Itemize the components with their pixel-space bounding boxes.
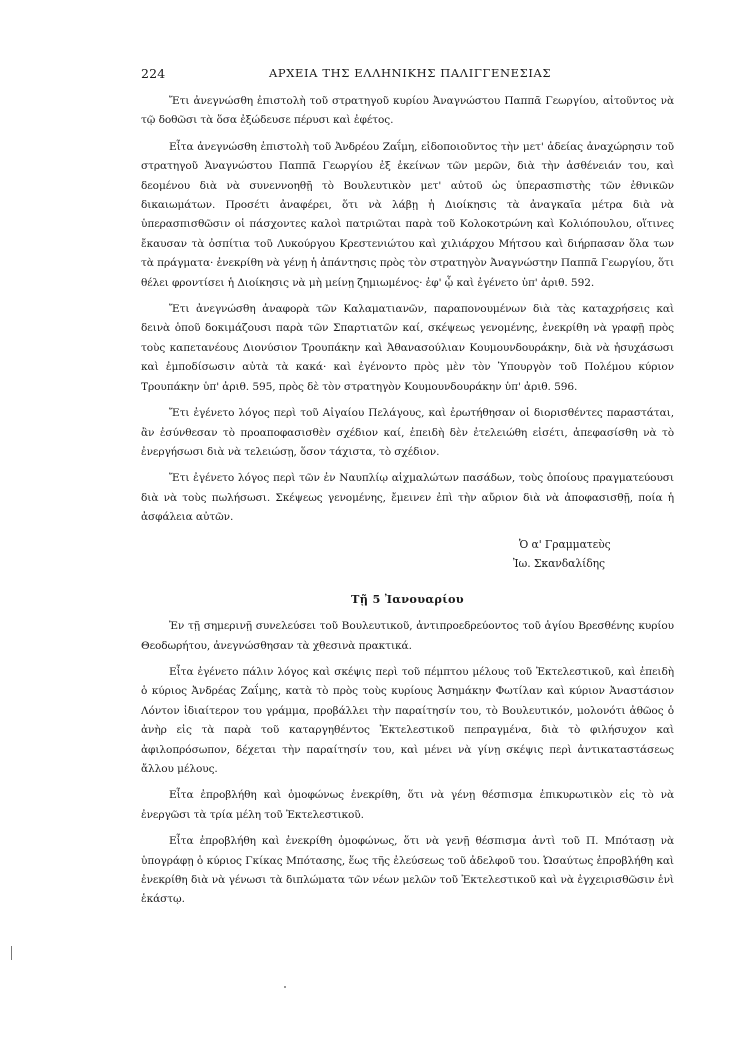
margin-mark <box>11 946 12 960</box>
paragraph: Εἶτα ἐπροβλήθη καὶ ὁμοφώνως ἐνεκρίθη, ὅτι νὰ γένῃ θέσπισμα ἐπικυρωτικὸν εἰς τὸ νὰ ἐνεργῶσι τὰ τρία μέλη τοῦ Ἐκτελεστικοῦ. <box>141 789 674 821</box>
page-header <box>141 66 601 84</box>
paragraph: Ἔτι ἐγένετο λόγος περὶ τῶν ἐν Ναυπλίῳ αἰχμαλώτων πασάδων, τοὺς ὁποίους πραγματεύουσι διὰ νὰ τοὺς πωλήσωσι. Σκέψεως γενομένης, ἔμεινεν ἐπὶ τὴν αὔριον διὰ νὰ ἀποφασισθῇ, ποία ἡ ἀσφάλεια αὐτῶν. <box>141 472 674 524</box>
body-text <box>141 92 674 917</box>
paragraph: Ἔτι ἀνεγνώσθη ἐπιστολὴ τοῦ στρατηγοῦ κυρίου Ἀναγνώστου Παππᾶ Γεωργίου, αἰτοῦντος νὰ τῷ δοθῶσι τὰ ὅσα ἐξώδευσε πέρυσι καὶ ἐφέτος. <box>141 95 674 127</box>
signature-title: Ὁ α' Γραμματεὺς <box>519 537 611 551</box>
paragraph: Ἔτι ἀνεγνώσθη ἀναφορὰ τῶν Καλαματιανῶν, παραπονουμένων διὰ τὰς καταχρήσεις καὶ δεινὰ ὁποῦ δοκιμάζουσι παρὰ τῶν Σπαρτιατῶν καί, σκέψεως γενομένης, ἐνεκρίθη νὰ γραφῇ πρὸς τοὺς καπετανέους Διονύσιον Τρουπάκην καὶ Ἀθανασούλιαν Κουμουνδουράκην, διὰ νὰ ἡσυχάσωσι καὶ ἐμποδίσωσιν αὐτὰ τὰ κακά· καὶ ἐγένοντο πρὸς μὲν τὸν Ὑπουργὸν τοῦ Πολέμου κύριον Τρουπάκην ὑπ' ἀριθ. 595, πρὸς δὲ τὸν στρατηγὸν Κουμουνδουράκην ὑπ' ἀριθ. 596. <box>141 303 674 393</box>
signature-name: Ἰω. Σκανδαλίδης <box>513 557 605 571</box>
paragraph: Εἶτα ἐγένετο πάλιν λόγος καὶ σκέψις περὶ τοῦ πέμπτου μέλους τοῦ Ἐκτελεστικοῦ, καὶ ἐπειδὴ ὁ κύριος Ἀνδρέας Ζαΐμης, κατὰ τὸ πρὸς τοὺς κυρίους Ἀσημάκην Φωτίλαν καὶ κύριον Ἀναστάσιον Λόντον ἰδιαίτερον του γράμμα, προβάλλει τὴν παραίτησίν του, τὸ Βουλευτικόν, μολονότι ἀθῶος ὁ ἀνὴρ εἰς τὰ παρὰ τοῦ καταργηθέντος Ἐκτελεστικοῦ πεπραγμένα, διὰ τὸ φιλήσυχον καὶ ἀφιλοπρόσωπον, δέχεται τὴν παραίτησίν του, καὶ μένει νὰ γίνῃ σκέψις περὶ ἀντικαταστάσεως ἄλλου μέλους. <box>141 665 674 775</box>
paragraph: Εἶτα ἀνεγνώσθη ἐπιστολὴ τοῦ Ἀνδρέου Ζαΐμη, εἰδοποιοῦντος τὴν μετ' ἀδείας ἀναχώρησιν τοῦ στρατηγοῦ Ἀναγνώστου Παππᾶ Γεωργίου ἐξ ἐκείνων τῶν μερῶν, διὰ τὴν ἀσθένειάν του, καὶ δεομένου διὰ νὰ συνεννοηθῇ τὸ Βουλευτικὸν μετ' αὐτοῦ ὡς ὑπερασπιστὴς τῶν ἐθνικῶν δικαιωμάτων. Προσέτι ἀναφέρει, ὅτι νὰ λάβῃ ἡ Διοίκησις τὰ ἀναγκαῖα μέτρα διὰ νὰ ὑπερασπισθῶσιν οἱ πάσχοντες καλοὶ πατριῶται παρὰ τοῦ Κολοκοτρώνη καὶ Κολιόπουλου, οἵτινες ἔκαυσαν τὰ ὀσπίτια τοῦ Λυκούργου Κρεστενιώτου καὶ χιλιάρχου Μήτσου καὶ διήρπασαν ὅλα των τὰ πράγματα· ἐνεκρίθη νὰ γένῃ ἡ ἀπάντησις πρὸς τὸν στρατηγὸν Ἀναγνώστην Παππᾶ Γεωργίου, ὅτι θέλει φροντίσει ἡ Διοίκησις νὰ μὴ μείνῃ ζημιωμένος· ἐφ' ᾧ καὶ ἐγένετο ὑπ' ἀριθ. 592. <box>141 140 674 289</box>
date-heading: Τῇ 5 Ἰανουαρίου <box>351 591 464 606</box>
paragraph: Ἔτι ἐγένετο λόγος περὶ τοῦ Αἰγαίου Πελάγους, καὶ ἐρωτήθησαν οἱ διορισθέντες παραστάται, ἂν ἐσύνθεσαν τὸ προαποφασισθὲν σχέδιον καί, ἐπειδὴ δὲν ἐτελειώθη εἰσέτι, ἀπεφασίσθη νὰ τὸ ἐνεργήσωσι διὰ νὰ τελειώσῃ, ὅσον τάχιστα, τὸ σχέδιον. <box>141 407 674 458</box>
signature-block <box>141 535 674 574</box>
paragraph: Ἐν τῇ σημερινῇ συνελεύσει τοῦ Βουλευτικοῦ, ἀντιπροεδρεύοντος τοῦ ἁγίου Βρεσθένης κυρίου Θεοδωρήτου, ἀνεγνώσθησαν τὰ χθεσινὰ πρακτικά. <box>141 620 674 652</box>
bottom-mark <box>284 986 286 988</box>
page-number: 224 <box>141 66 166 81</box>
paragraph: Εἶτα ἐπροβλήθη καὶ ἐνεκρίθη ὁμοφώνως, ὅτι νὰ γενῇ θέσπισμα ἀντὶ τοῦ Π. Μπότασῃ νὰ ὑπογράφῃ ὁ κύριος Γκίκας Μπότασης, ἕως τῆς ἐλεύσεως τοῦ ἀδελφοῦ του. Ὡσαύτως ἐπροβλήθη καὶ ἐνεκρίθη διὰ νὰ γένωσι τὰ διπλώματα τῶν νέων μελῶν τοῦ Ἐκτελεστικοῦ καὶ νὰ ἐγχειρισθῶσιν ἑνὶ ἑκάστῳ. <box>141 835 674 906</box>
running-title: ΑΡΧΕΙΑ ΤΗΣ ΕΛΛΗΝΙΚΗΣ ΠΑΛΙΓΓΕΝΕΣΙΑΣ <box>269 66 552 80</box>
